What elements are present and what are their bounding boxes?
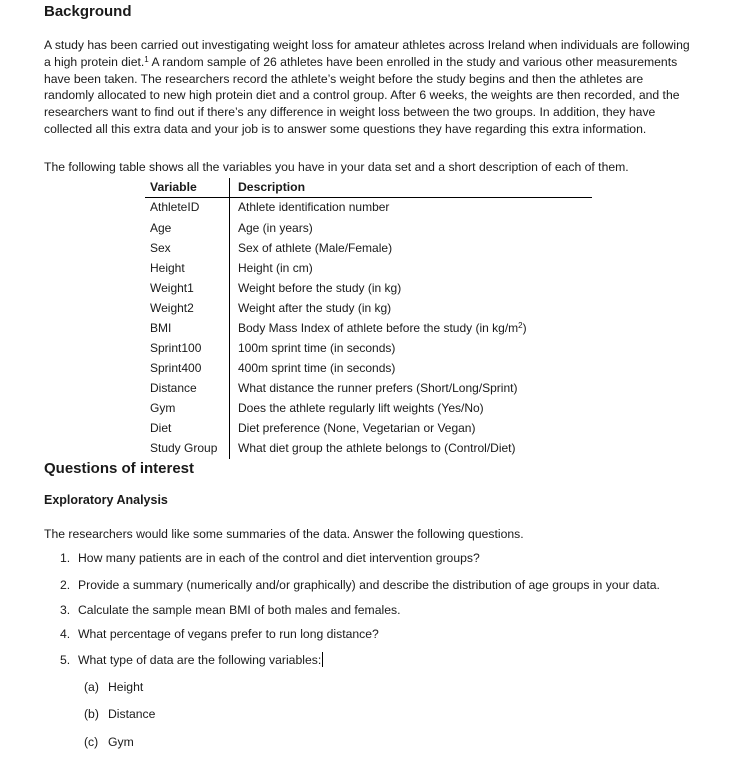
background-paragraph [44, 37, 690, 138]
table-row [145, 219, 592, 239]
description-cell: 100m sprint time (in seconds) [238, 341, 396, 355]
sub-item-text: Distance [108, 707, 156, 721]
sub-item [84, 680, 143, 694]
table-row [145, 379, 592, 399]
variable-cell: BMI [150, 321, 172, 335]
variable-cell: Sex [150, 241, 171, 255]
description-cell: Diet preference (None, Vegetarian or Vegan) [238, 421, 476, 435]
variable-table [145, 178, 592, 461]
description-cell: What distance the runner prefers (Short/Long/Sprint) [238, 381, 518, 395]
question-item [60, 603, 400, 617]
description-cell: Height (in cm) [238, 261, 313, 275]
description-close: ) [522, 321, 527, 335]
question-text[interactable]: What type of data are the following variables: [78, 653, 322, 667]
variable-cell: Diet [150, 421, 172, 435]
variable-cell: Weight1 [150, 281, 194, 295]
question-item [60, 627, 379, 641]
description-cell: Age (in years) [238, 221, 313, 235]
questions-heading: Questions of interest [44, 460, 195, 477]
question-text: How many patients are in each of the control and diet intervention groups? [78, 551, 480, 565]
description-cell: 400m sprint time (in seconds) [238, 361, 396, 375]
question-item[interactable] [60, 652, 323, 667]
question-item [60, 551, 480, 565]
variable-cell: AthleteID [150, 200, 200, 214]
variable-cell: Distance [150, 381, 197, 395]
description-cell: Weight after the study (in kg) [238, 301, 392, 315]
header-variable: Variable [150, 180, 197, 194]
background-heading: Background [44, 3, 132, 20]
table-row [145, 239, 592, 259]
table-row [145, 339, 592, 359]
table-row [145, 419, 592, 439]
paragraph-text-end: A random sample of 26 athletes have been enrolled in the study and various other measurements have been taken. The researchers record the athlete’s weight before the study begins and then the athletes are randomly allocated to new high protein diet and a control group. After 6 weeks, the weights are then recorded, and the researchers want to find out if there’s any difference in weight loss between the two groups. In addition, they have collected all this extra data and your job is to answer some questions they have regarding this extra information. [44, 54, 680, 136]
sub-item [84, 735, 134, 749]
question-number: 4. [60, 627, 71, 641]
variable-cell: Gym [150, 401, 176, 415]
table-row [145, 299, 592, 319]
table-row [145, 399, 592, 419]
description-cell: Does the athlete regularly lift weights (Yes/No) [238, 401, 484, 415]
variable-cell: Study Group [150, 441, 218, 455]
table-row [145, 259, 592, 279]
description-cell: Weight before the study (in kg) [238, 281, 402, 295]
description-text: Body Mass Index of athlete before the study (in kg/m [238, 321, 519, 335]
table-row [145, 319, 592, 339]
paragraph-text-start: A study has been carried out investigating weight loss for amateur athletes across Ireland when individuals are following a high protein diet. [44, 38, 690, 69]
table-row [145, 279, 592, 299]
question-text: Calculate the sample mean BMI of both males and females. [78, 603, 401, 617]
table-intro: The following table shows all the variables you have in your data set and a short description of each of them. [44, 160, 629, 174]
exploratory-analysis-heading: Exploratory Analysis [44, 493, 168, 507]
sub-item-text: Gym [108, 735, 134, 749]
table-row [145, 359, 592, 379]
variable-cell: Sprint400 [150, 361, 202, 375]
sub-item-label: (b) [84, 707, 99, 721]
superscript-two: 2 [518, 321, 523, 330]
sub-item [84, 707, 155, 721]
question-number: 5. [60, 653, 71, 667]
sub-item-label: (c) [84, 735, 99, 749]
description-cell: What diet group the athlete belongs to (Control/Diet) [238, 441, 516, 455]
variable-cell: Sprint100 [150, 341, 202, 355]
variable-cell: Age [150, 221, 172, 235]
table-row [145, 439, 592, 459]
table-row [145, 198, 592, 218]
description-cell: Sex of athlete (Male/Female) [238, 241, 393, 255]
sub-item-text: Height [108, 680, 144, 694]
question-number: 3. [60, 603, 71, 617]
description-cell: Athlete identification number [238, 200, 390, 214]
question-number: 1. [60, 551, 71, 565]
question-number: 2. [60, 578, 71, 592]
question-text: What percentage of vegans prefer to run long distance? [78, 627, 379, 641]
variable-cell: Height [150, 261, 185, 275]
footnote-marker[interactable]: 1 [144, 54, 149, 64]
question-item [60, 578, 660, 592]
question-text: Provide a summary (numerically and/or graphically) and describe the distribution of age groups in your data. [78, 578, 660, 592]
description-cell [238, 321, 527, 335]
sub-item-label: (a) [84, 680, 99, 694]
header-description: Description [238, 180, 306, 194]
text-cursor [322, 652, 323, 667]
questions-intro: The researchers would like some summaries of the data. Answer the following questions. [44, 527, 524, 541]
variable-cell: Weight2 [150, 301, 194, 315]
